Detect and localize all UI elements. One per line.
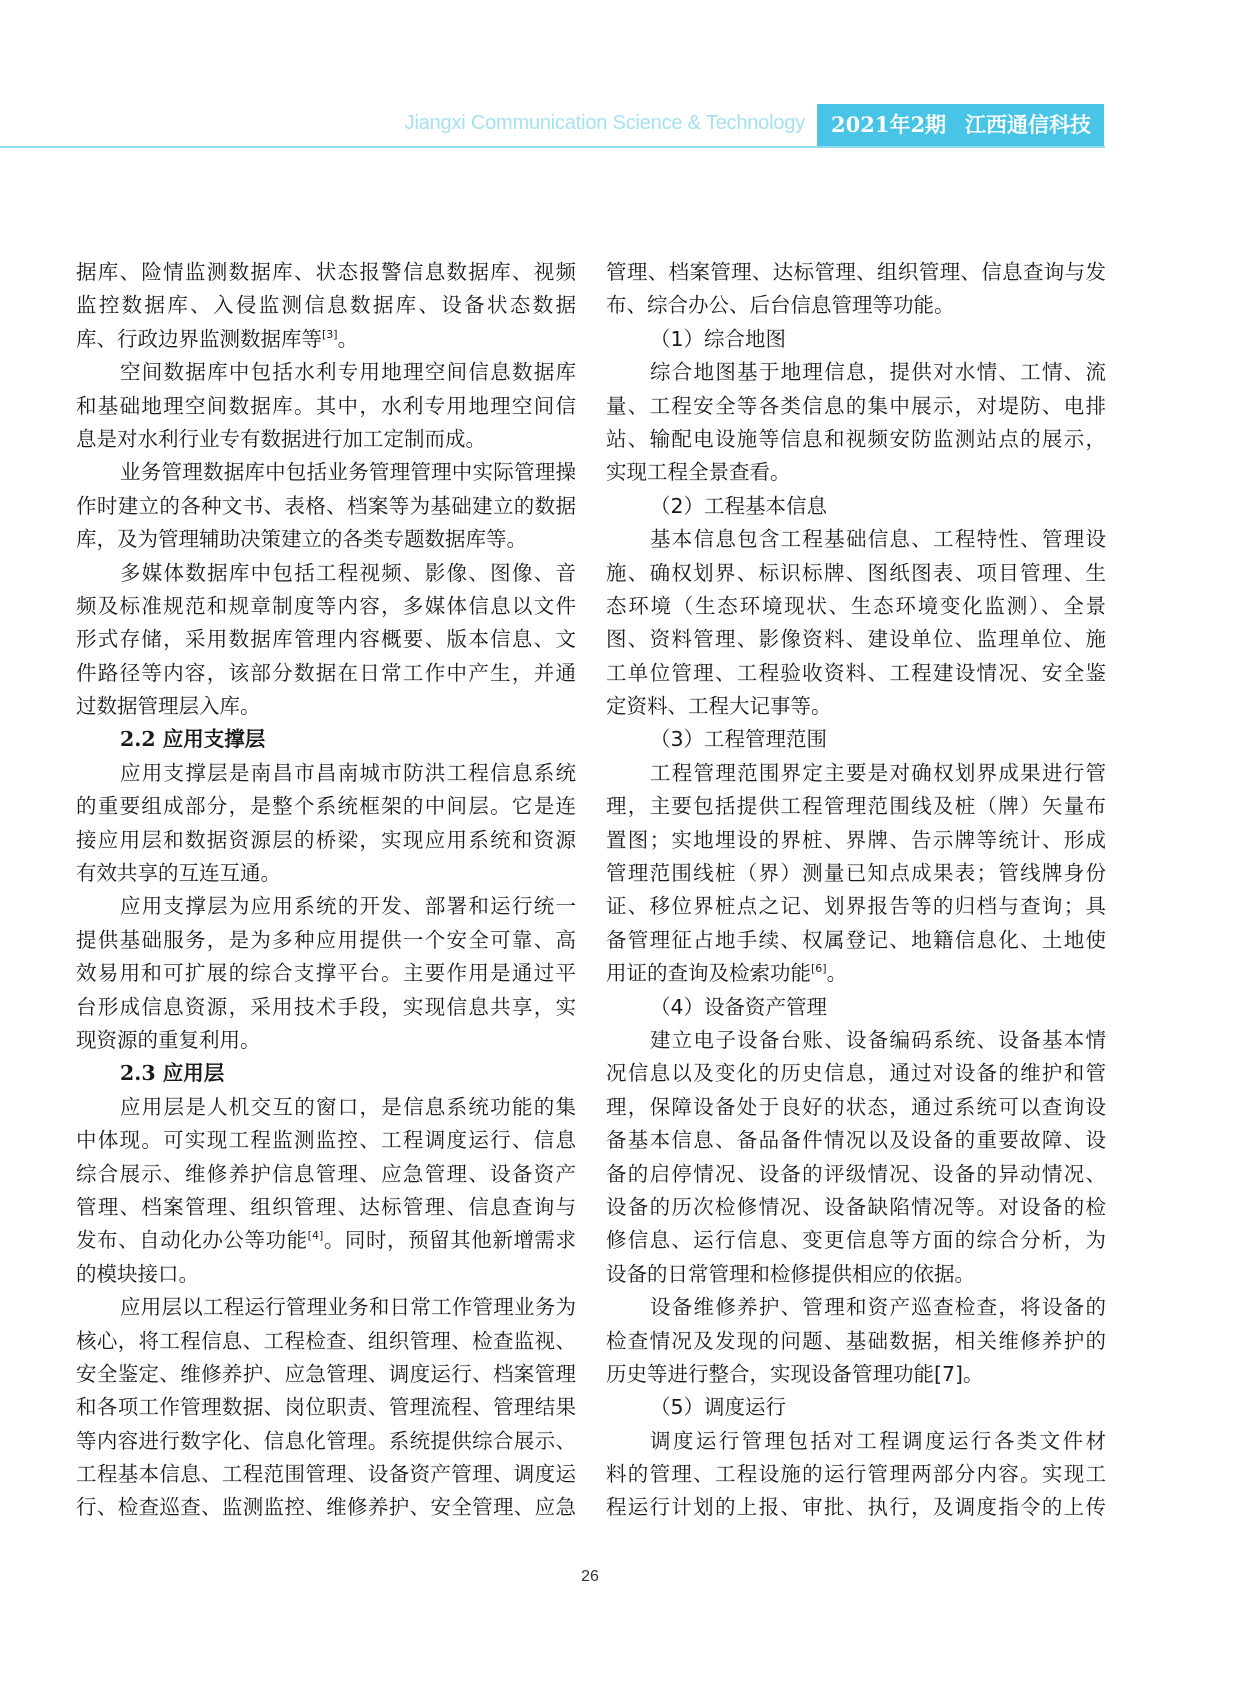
text-line bbox=[606, 557, 1106, 590]
text-line bbox=[76, 757, 576, 790]
line-text: 核心，将工程信息、工程检查、组织管理、检查监视、 bbox=[76, 1328, 576, 1353]
text-line bbox=[76, 890, 576, 923]
text-line bbox=[76, 1491, 576, 1524]
subsection-heading bbox=[606, 490, 1106, 523]
line-text: 现资源的重复利用。 bbox=[76, 1027, 261, 1052]
citation-ref: [3] bbox=[322, 327, 338, 341]
line-text: 工程管理范围界定主要是对确权划界成果进行管 bbox=[650, 760, 1106, 785]
text-line bbox=[76, 1325, 576, 1358]
line-text: 应用支撑层是南昌市昌南城市防洪工程信息系统 bbox=[120, 760, 576, 785]
text-line bbox=[606, 824, 1106, 857]
subsection-heading bbox=[606, 991, 1106, 1024]
line-text: 安全鉴定、维修养护、应急管理、调度运行、档案管理 bbox=[76, 1361, 576, 1386]
line-text: 息是对水利行业专有数据进行加工定制而成。 bbox=[76, 426, 486, 451]
line-text: 工单位管理、工程验收资料、工程建设情况、安全鉴 bbox=[606, 660, 1106, 685]
subsection-heading bbox=[606, 723, 1106, 756]
line-text: （4）设备资产管理 bbox=[650, 994, 828, 1019]
text-line bbox=[76, 1091, 576, 1124]
line-text: 基本信息包含工程基础信息、工程特性、管理设 bbox=[650, 527, 1106, 552]
text-line bbox=[606, 1057, 1106, 1090]
text-line bbox=[606, 423, 1106, 456]
line-text: 应用层是人机交互的窗口，是信息系统功能的集 bbox=[120, 1094, 576, 1119]
issue-label: 2021年2期 bbox=[831, 112, 947, 137]
text-line bbox=[606, 1458, 1106, 1491]
line-text: 检查情况及发现的问题、基础数据，相关维修养护的 bbox=[606, 1328, 1106, 1353]
section-heading bbox=[76, 1057, 576, 1090]
line-text: 据库、险情监测数据库、状态报警信息数据库、视频 bbox=[76, 260, 576, 284]
line-text: 料的管理、工程设施的运行管理两部分内容。实现工 bbox=[606, 1462, 1106, 1487]
text-line bbox=[606, 523, 1106, 556]
line-text: 理，保障设备处于良好的状态，通过系统可以查询设 bbox=[606, 1094, 1106, 1119]
line-text: 历史等进行整合，实现设备管理功能[7]。 bbox=[606, 1361, 984, 1386]
text-line bbox=[76, 1024, 576, 1057]
text-line bbox=[76, 1425, 576, 1458]
line-text: 发布、自动化办公等功能 bbox=[76, 1228, 308, 1253]
line-text: 管理、档案管理、达标管理、组织管理、信息查询与发 bbox=[606, 260, 1106, 284]
text-line bbox=[76, 790, 576, 823]
line-text: 台形成信息资源，采用技术手段，实现信息共享，实 bbox=[76, 994, 576, 1019]
line-text: 库、行政边界监测数据库等 bbox=[76, 326, 322, 351]
text-line bbox=[76, 857, 576, 890]
line-text: 态环境（生态环境现状、生态环境变化监测）、全景 bbox=[606, 593, 1106, 618]
line-text: （1）综合地图 bbox=[650, 326, 787, 351]
text-line bbox=[76, 1124, 576, 1157]
line-text: 况信息以及变化的历史信息，通过对设备的维护和管 bbox=[606, 1061, 1106, 1086]
text-line bbox=[606, 256, 1106, 289]
line-text: 件路径等内容，该部分数据在日常工作中产生，并通 bbox=[76, 660, 576, 685]
line-text: 空间数据库中包括水利专用地理空间信息数据库 bbox=[120, 360, 576, 385]
line-text: （3）工程管理范围 bbox=[650, 727, 828, 752]
line-text: 过数据管理层入库。 bbox=[76, 694, 261, 719]
text-line bbox=[76, 256, 576, 289]
line-text: 管理、档案管理、组织管理、达标管理、信息查询与 bbox=[76, 1194, 576, 1219]
line-text: 备管理征占地手续、权属登记、地籍信息化、土地使 bbox=[606, 927, 1106, 952]
text-line bbox=[606, 957, 1106, 990]
text-line bbox=[76, 289, 576, 322]
right-column bbox=[606, 256, 1106, 1525]
line-text: 实现工程全景查看。 bbox=[606, 460, 791, 485]
line-text: 行、检查巡查、监测监控、维修养护、安全管理、应急 bbox=[76, 1495, 576, 1520]
line-text: 多媒体数据库中包括工程视频、影像、图像、音 bbox=[120, 560, 576, 585]
text-line bbox=[76, 1258, 576, 1291]
text-line bbox=[76, 456, 576, 489]
text-line bbox=[76, 690, 576, 723]
line-text: 接应用层和数据资源层的桥梁，实现应用系统和资源 bbox=[76, 827, 576, 852]
text-line bbox=[76, 490, 576, 523]
text-line bbox=[606, 1358, 1106, 1391]
line-text: 中体现。可实现工程监测监控、工程调度运行、信息 bbox=[76, 1128, 576, 1153]
text-line bbox=[606, 790, 1106, 823]
text-line bbox=[76, 1458, 576, 1491]
text-line bbox=[76, 657, 576, 690]
line-text: 建立电子设备台账、设备编码系统、设备基本情 bbox=[650, 1027, 1106, 1052]
line-text: 定资料、工程大记事等。 bbox=[606, 694, 832, 719]
line-text: 频及标准规范和规章制度等内容，多媒体信息以文件 bbox=[76, 593, 576, 618]
journal-chinese-title: 江西通信科技 bbox=[965, 112, 1091, 137]
text-line bbox=[606, 1158, 1106, 1191]
line-text: 的重要组成部分，是整个系统框架的中间层。它是连 bbox=[76, 794, 576, 819]
line-text: 修信息、运行信息、变更信息等方面的综合分析，为 bbox=[606, 1228, 1106, 1253]
line-text: 有效共享的互连互通。 bbox=[76, 861, 281, 886]
line-text: 理，主要包括提供工程管理范围线及桩（牌）矢量布 bbox=[606, 794, 1106, 819]
text-line bbox=[76, 1358, 576, 1391]
text-line bbox=[606, 1258, 1106, 1291]
line-text-continued: 。 bbox=[337, 326, 359, 351]
section-heading bbox=[76, 723, 576, 756]
line-text: 应用支撑层为应用系统的开发、部署和运行统一 bbox=[120, 894, 576, 919]
line-text: 库，及为管理辅助决策建立的各类专题数据库等。 bbox=[76, 527, 527, 552]
line-text: 2.3 应用层 bbox=[120, 1061, 225, 1086]
line-text: 2.2 应用支撑层 bbox=[120, 727, 266, 752]
line-text: 站、输配电设施等信息和视频安防监测站点的展示， bbox=[606, 426, 1106, 451]
line-text: 备的启停情况、设备的评级情况、设备的异动情况、 bbox=[606, 1161, 1106, 1186]
text-line bbox=[76, 991, 576, 1024]
line-text: 用证的查询及检索功能 bbox=[606, 961, 811, 986]
page-number: 26 bbox=[581, 1568, 599, 1585]
line-text: 的模块接口。 bbox=[76, 1261, 199, 1286]
subsection-heading bbox=[606, 1391, 1106, 1424]
line-text: 综合展示、维修养护信息管理、应急管理、设备资产 bbox=[76, 1161, 576, 1186]
line-text: （2）工程基本信息 bbox=[650, 493, 828, 518]
text-line bbox=[76, 390, 576, 423]
text-line bbox=[606, 1491, 1106, 1524]
text-line bbox=[606, 690, 1106, 723]
citation-ref: [4] bbox=[307, 1229, 324, 1243]
text-line bbox=[606, 657, 1106, 690]
text-line bbox=[76, 1224, 576, 1257]
line-text: 和各项工作管理数据、岗位职责、管理流程、管理结果 bbox=[76, 1395, 576, 1420]
line-text: 业务管理数据库中包括业务管理管理中实际管理操 bbox=[120, 460, 576, 485]
text-line bbox=[606, 1425, 1106, 1458]
journal-header-badge bbox=[817, 104, 1104, 146]
subsection-heading bbox=[606, 323, 1106, 356]
text-line bbox=[76, 557, 576, 590]
line-text: 和基础地理空间数据库。其中，水利专用地理空间信 bbox=[76, 393, 576, 418]
line-text: 量、工程安全等各类信息的集中展示，对堤防、电排 bbox=[606, 393, 1106, 418]
text-line bbox=[606, 456, 1106, 489]
left-column bbox=[76, 256, 576, 1525]
text-line bbox=[606, 1091, 1106, 1124]
text-line bbox=[76, 1158, 576, 1191]
header-rule bbox=[0, 146, 1105, 148]
text-line bbox=[76, 1391, 576, 1424]
text-line bbox=[76, 1291, 576, 1324]
line-text: 置图；实地埋设的界桩、界牌、告示牌等统计、形成 bbox=[606, 827, 1106, 852]
line-text: 证、移位界桩点之记、划界报告等的归档与查询；具 bbox=[606, 894, 1106, 919]
text-line bbox=[76, 423, 576, 456]
text-line bbox=[606, 924, 1106, 957]
line-text: 施、确权划界、标识标牌、图纸图表、项目管理、生 bbox=[606, 560, 1106, 585]
text-line bbox=[76, 824, 576, 857]
text-line bbox=[76, 957, 576, 990]
text-line bbox=[76, 356, 576, 389]
line-text: 备基本信息、备品备件情况以及设备的重要故障、设 bbox=[606, 1128, 1106, 1153]
text-line bbox=[76, 1191, 576, 1224]
line-text: 设备的日常管理和检修提供相应的依据。 bbox=[606, 1261, 975, 1286]
text-line bbox=[76, 623, 576, 656]
line-text: 调度运行管理包括对工程调度运行各类文件材 bbox=[650, 1428, 1106, 1453]
line-text-continued: 。同时，预留其他新增需求 bbox=[323, 1228, 576, 1253]
text-line bbox=[606, 390, 1106, 423]
line-text: （5）调度运行 bbox=[650, 1395, 787, 1420]
line-text: 图、资料管理、影像资料、建设单位、监理单位、施 bbox=[606, 627, 1106, 652]
citation-ref: [6] bbox=[811, 962, 827, 976]
line-text: 布、综合办公、后台信息管理等功能。 bbox=[606, 293, 955, 318]
text-line bbox=[606, 1325, 1106, 1358]
text-line bbox=[76, 924, 576, 957]
line-text: 效易用和可扩展的综合支撑平台。主要作用是通过平 bbox=[76, 961, 576, 986]
text-line bbox=[606, 623, 1106, 656]
line-text: 提供基础服务，是为多种应用提供一个安全可靠、高 bbox=[76, 927, 576, 952]
text-line bbox=[606, 289, 1106, 322]
line-text: 等内容进行数字化、信息化管理。系统提供综合展示、 bbox=[76, 1428, 576, 1453]
text-line bbox=[606, 590, 1106, 623]
line-text: 作时建立的各种文书、表格、档案等为基础建立的数据 bbox=[76, 493, 576, 518]
line-text: 工程基本信息、工程范围管理、设备资产管理、调度运 bbox=[76, 1462, 576, 1487]
text-line bbox=[606, 890, 1106, 923]
text-line bbox=[606, 1024, 1106, 1057]
line-text: 程运行计划的上报、审批、执行，及调度指令的上传 bbox=[606, 1495, 1106, 1520]
text-line bbox=[606, 1191, 1106, 1224]
line-text: 设备的历次检修情况、设备缺陷情况等。对设备的检 bbox=[606, 1194, 1106, 1219]
line-text: 应用层以工程运行管理业务和日常工作管理业务为 bbox=[120, 1295, 576, 1320]
line-text: 综合地图基于地理信息，提供对水情、工情、流 bbox=[650, 360, 1106, 385]
text-line bbox=[76, 323, 576, 356]
line-text: 设备维修养护、管理和资产巡查检查，将设备的 bbox=[650, 1295, 1106, 1320]
text-line bbox=[76, 590, 576, 623]
line-text-continued: 。 bbox=[826, 961, 848, 986]
text-line bbox=[606, 857, 1106, 890]
text-line bbox=[606, 1291, 1106, 1324]
line-text: 管理范围线桩（界）测量已知点成果表；管线牌身份 bbox=[606, 861, 1106, 886]
line-text: 形式存储，采用数据库管理内容概要、版本信息、文 bbox=[76, 627, 576, 652]
text-line bbox=[606, 1124, 1106, 1157]
text-line bbox=[606, 1224, 1106, 1257]
text-line bbox=[606, 356, 1106, 389]
line-text: 监控数据库、入侵监测信息数据库、设备状态数据 bbox=[76, 293, 576, 318]
journal-english-title: Jiangxi Communication Science & Technology bbox=[404, 112, 805, 134]
text-line bbox=[76, 523, 576, 556]
text-line bbox=[606, 757, 1106, 790]
